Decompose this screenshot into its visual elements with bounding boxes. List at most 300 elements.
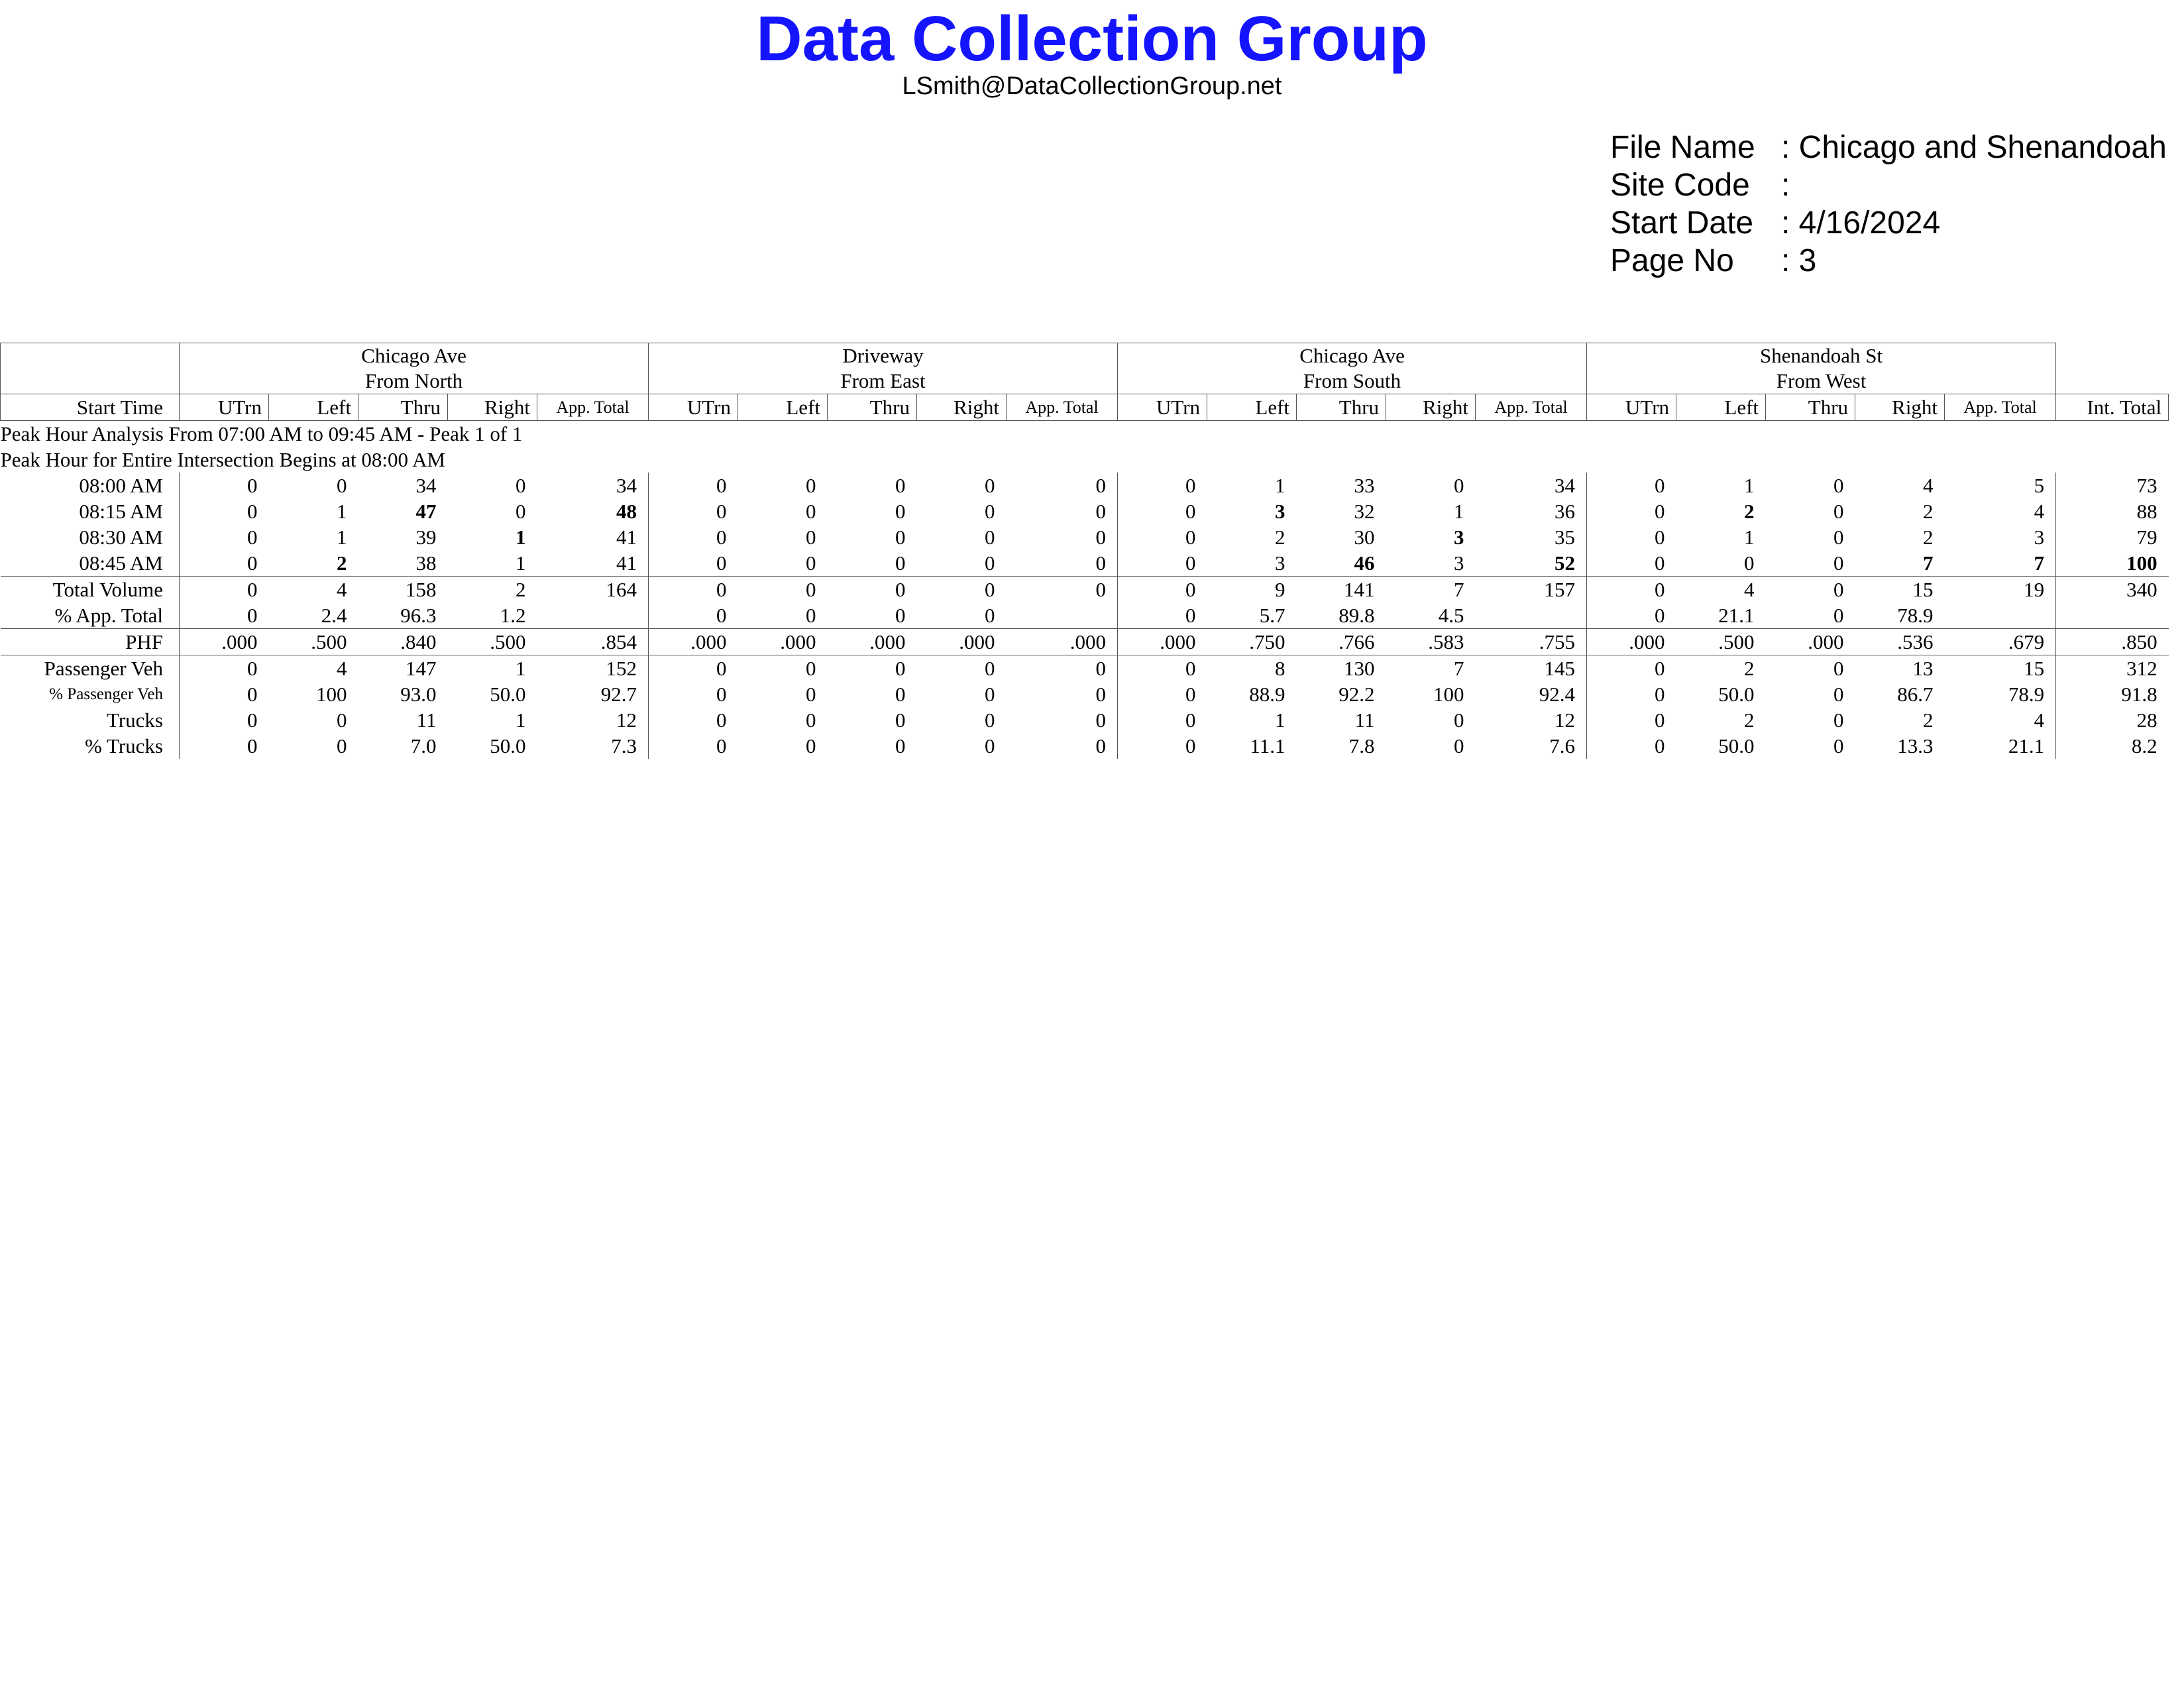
blank-corner-cell: [1, 343, 180, 394]
value-cell: 4: [1945, 498, 2056, 524]
value-cell: 1: [337, 526, 347, 549]
value-cell: 15: [1855, 577, 1945, 603]
value-cell: 2: [1923, 500, 1934, 523]
value-cell: 0: [1766, 577, 1855, 603]
site-code-label: Site Code: [1610, 168, 1750, 203]
value-cell: 0: [1655, 734, 1665, 757]
company-title: Data Collection Group: [756, 3, 1428, 74]
int-total-header: Int. Total: [2056, 394, 2169, 421]
value-cell: 2: [1676, 655, 1766, 682]
value-cell: .854: [537, 629, 649, 655]
value-cell: 93.0: [400, 683, 437, 706]
value-cell: 3: [1454, 526, 1464, 549]
table-row: [1, 524, 2169, 550]
value-cell: .755: [1476, 629, 1587, 655]
approach-street: Chicago Ave: [1299, 344, 1405, 367]
value-cell: 0: [1766, 655, 1855, 682]
value-cell: 0: [1454, 474, 1464, 497]
value-cell: 4: [1945, 707, 2056, 733]
movement-header-cell: UTrn: [1118, 394, 1207, 421]
value-cell: 0: [917, 655, 1007, 682]
value-cell: 0: [716, 551, 727, 575]
table-row: [1, 550, 2169, 577]
value-cell: .000: [1007, 629, 1118, 655]
value-cell: 0: [828, 655, 917, 682]
value-cell: 88.9: [1249, 683, 1285, 706]
value-cell: .750: [1207, 629, 1297, 655]
value-cell: 0: [337, 474, 347, 497]
value-cell: 0: [1655, 500, 1665, 523]
value-cell: 158: [358, 577, 448, 603]
value-cell: 1: [448, 655, 537, 682]
value-cell: 0: [516, 474, 526, 497]
value-cell: 0: [806, 526, 816, 549]
value-cell: 92.2: [1338, 683, 1375, 706]
value-cell: 3: [1454, 551, 1464, 575]
value-cell: 2: [448, 577, 537, 603]
value-cell: 1: [516, 551, 526, 575]
value-cell: 0: [895, 526, 906, 549]
value-cell: 4: [1923, 474, 1934, 497]
value-cell: 3: [1275, 500, 1285, 523]
value-cell: 89.8: [1338, 604, 1375, 627]
value-cell: .000: [738, 629, 828, 655]
value-cell: 15: [1945, 655, 2056, 682]
value-cell: 52: [1476, 550, 1587, 577]
movement-header-cell: UTrn: [180, 394, 269, 421]
int-total-cell: 8.2: [2131, 734, 2157, 757]
value-cell: 0: [247, 604, 258, 627]
value-cell: 0: [1185, 474, 1196, 497]
movement-header-cell: App. Total: [1945, 394, 2056, 421]
movement-header-cell: App. Total: [1007, 394, 1118, 421]
value-cell: 46: [1354, 551, 1375, 575]
value-cell: 13.3: [1897, 734, 1934, 757]
value-cell: 0: [247, 734, 258, 757]
value-cell: 0: [247, 500, 258, 523]
value-cell: 0: [1833, 604, 1844, 627]
value-cell: 1: [516, 526, 526, 549]
table-row: [1, 473, 2169, 498]
page-no-row: [1610, 242, 2167, 280]
page-no-value: : 3: [1781, 243, 1817, 278]
value-cell: 0: [1007, 681, 1118, 707]
value-cell: 0: [1007, 524, 1118, 550]
value-cell: 0: [1007, 577, 1118, 603]
value-cell: 0: [716, 734, 727, 757]
value-cell: 0: [1833, 683, 1844, 706]
row-label: 08:00 AM: [1, 473, 180, 498]
value-cell: 0: [985, 708, 995, 732]
value-cell: [1945, 602, 2056, 629]
row-label: 08:45 AM: [1, 550, 180, 577]
value-cell: 0: [985, 551, 995, 575]
value-cell: 0: [738, 577, 828, 603]
value-cell: .679: [1945, 629, 2056, 655]
value-cell: 35: [1476, 524, 1587, 550]
approach-direction: From East: [840, 369, 926, 392]
table-row: [1, 681, 2169, 707]
int-total-cell: 28: [2136, 708, 2157, 732]
value-cell: 0: [806, 604, 816, 627]
value-cell: 164: [537, 577, 649, 603]
value-cell: 2: [1275, 526, 1285, 549]
value-cell: 34: [537, 473, 649, 498]
file-name-value: : Chicago and Shenandoah: [1781, 130, 2167, 165]
value-cell: 34: [1476, 473, 1587, 498]
value-cell: 0: [806, 474, 816, 497]
value-cell: 0: [337, 708, 347, 732]
value-cell: 0: [1185, 708, 1196, 732]
value-cell: 0: [1655, 683, 1665, 706]
table-row: [1, 629, 2169, 655]
value-cell: 0: [917, 577, 1007, 603]
value-cell: 0: [180, 577, 269, 603]
movement-header-cell: UTrn: [649, 394, 738, 421]
note-row: [1, 447, 2169, 473]
value-cell: 11: [1354, 708, 1375, 732]
value-cell: 12: [1476, 707, 1587, 733]
row-label: % Passenger Veh: [1, 681, 180, 707]
value-cell: 0: [1655, 551, 1665, 575]
value-cell: 4: [269, 655, 358, 682]
approach-direction: From West: [1776, 369, 1867, 392]
value-cell: 0: [1185, 500, 1196, 523]
value-cell: 1: [1744, 474, 1755, 497]
value-cell: 21.1: [1945, 733, 2056, 759]
value-cell: 13: [1855, 655, 1945, 682]
value-cell: 2: [1923, 526, 1934, 549]
value-cell: 78.9: [1897, 604, 1934, 627]
value-cell: .000: [1118, 629, 1207, 655]
value-cell: 0: [895, 551, 906, 575]
value-cell: 152: [537, 655, 649, 682]
value-cell: 0: [806, 734, 816, 757]
approach-south-header: [1118, 343, 1587, 394]
value-cell: .500: [448, 629, 537, 655]
movement-header-cell: Thru: [828, 394, 917, 421]
int-total-cell: 73: [2136, 474, 2157, 497]
value-cell: 0: [806, 683, 816, 706]
value-cell: .536: [1855, 629, 1945, 655]
value-cell: 86.7: [1897, 683, 1934, 706]
approach-street: Chicago Ave: [361, 344, 466, 367]
value-cell: 21.1: [1718, 604, 1755, 627]
value-cell: 0: [247, 526, 258, 549]
value-cell: 0: [1007, 733, 1118, 759]
value-cell: 0: [247, 474, 258, 497]
value-cell: .000: [917, 629, 1007, 655]
value-cell: 0: [180, 655, 269, 682]
value-cell: .000: [1587, 629, 1676, 655]
value-cell: 0: [828, 577, 917, 603]
value-cell: 1.2: [500, 604, 526, 627]
value-cell: .000: [1766, 629, 1855, 655]
value-cell: 0: [806, 551, 816, 575]
row-label: PHF: [1, 629, 180, 655]
value-cell: .583: [1386, 629, 1476, 655]
value-cell: 19: [1945, 577, 2056, 603]
value-cell: .500: [1676, 629, 1766, 655]
value-cell: 0: [1007, 655, 1118, 682]
table-row: [1, 498, 2169, 524]
value-cell: 50.0: [1718, 683, 1755, 706]
movement-header-cell: Left: [1207, 394, 1297, 421]
value-cell: 7.8: [1348, 734, 1375, 757]
value-cell: 0: [895, 474, 906, 497]
int-total-cell: 312: [2056, 655, 2169, 682]
page-no-label: Page No: [1610, 243, 1734, 278]
value-cell: 0: [1118, 577, 1207, 603]
value-cell: 0: [1007, 707, 1118, 733]
file-name-label: File Name: [1610, 130, 1755, 165]
value-cell: 0: [716, 526, 727, 549]
value-cell: [1007, 602, 1118, 629]
value-cell: .500: [269, 629, 358, 655]
value-cell: 78.9: [1945, 681, 2056, 707]
value-cell: 0: [895, 500, 906, 523]
value-cell: 7.6: [1476, 733, 1587, 759]
value-cell: 0: [1185, 683, 1196, 706]
value-cell: 0: [895, 604, 906, 627]
value-cell: 2: [1744, 708, 1755, 732]
value-cell: 92.7: [537, 681, 649, 707]
value-cell: 96.3: [400, 604, 437, 627]
value-cell: 0: [895, 683, 906, 706]
value-cell: 41: [537, 550, 649, 577]
value-cell: 100: [1433, 683, 1464, 706]
file-info-block: [1610, 129, 2167, 280]
value-cell: 0: [1833, 526, 1844, 549]
value-cell: 7: [1945, 550, 2056, 577]
value-cell: 0: [1833, 708, 1844, 732]
value-cell: 0: [1655, 526, 1665, 549]
row-label: % App. Total: [1, 602, 180, 629]
table-row: [1, 577, 2169, 603]
value-cell: 12: [537, 707, 649, 733]
movement-header-cell: App. Total: [1476, 394, 1587, 421]
value-cell: 0: [985, 683, 995, 706]
row-label: 08:30 AM: [1, 524, 180, 550]
approach-west-header: [1587, 343, 2056, 394]
value-cell: 7.3: [537, 733, 649, 759]
movement-header-cell: Thru: [1297, 394, 1386, 421]
value-cell: 36: [1476, 498, 1587, 524]
value-cell: 8: [1207, 655, 1297, 682]
value-cell: 5: [1945, 473, 2056, 498]
value-cell: [537, 602, 649, 629]
value-cell: 0: [806, 500, 816, 523]
value-cell: 0: [716, 708, 727, 732]
int-total-cell: 91.8: [2121, 683, 2157, 706]
value-cell: 0: [895, 734, 906, 757]
int-total-cell: [2056, 602, 2169, 629]
peak-analysis-note: Peak Hour Analysis From 07:00 AM to 09:45 AM - Peak 1 of 1: [0, 422, 523, 445]
start-date-row: [1610, 204, 2167, 242]
start-date-value: : 4/16/2024: [1781, 205, 1941, 241]
value-cell: 0: [716, 474, 727, 497]
value-cell: 2: [1744, 500, 1755, 523]
row-label: Trucks: [1, 707, 180, 733]
value-cell: 0: [1185, 604, 1196, 627]
value-cell: 0: [1833, 474, 1844, 497]
site-code-value: :: [1781, 168, 1790, 203]
value-cell: .766: [1297, 629, 1386, 655]
value-cell: 11.1: [1250, 734, 1285, 757]
movement-header-cell: Right: [448, 394, 537, 421]
value-cell: 0: [1655, 474, 1665, 497]
company-email: LSmith@DataCollectionGroup.net: [902, 72, 1282, 100]
value-cell: 92.4: [1476, 681, 1587, 707]
value-cell: 48: [537, 498, 649, 524]
movement-header-row: [1, 394, 2169, 421]
value-cell: .000: [828, 629, 917, 655]
value-cell: [1476, 602, 1587, 629]
row-label: Total Volume: [1, 577, 180, 603]
value-cell: 4: [269, 577, 358, 603]
movement-header-cell: Left: [1676, 394, 1766, 421]
movement-header-cell: App. Total: [537, 394, 649, 421]
value-cell: 147: [358, 655, 448, 682]
value-cell: 2: [337, 551, 347, 575]
value-cell: 2: [1923, 708, 1934, 732]
value-cell: 1: [337, 500, 347, 523]
value-cell: 0: [516, 500, 526, 523]
value-cell: 0: [337, 734, 347, 757]
value-cell: 7.0: [410, 734, 437, 757]
row-label: Passenger Veh: [1, 655, 180, 682]
value-cell: 4: [1676, 577, 1766, 603]
value-cell: 0: [1118, 655, 1207, 682]
value-cell: 0: [985, 474, 995, 497]
table-row: [1, 733, 2169, 759]
movement-header-cell: Right: [1386, 394, 1476, 421]
movement-header-cell: Left: [269, 394, 358, 421]
value-cell: 7: [1386, 577, 1476, 603]
value-cell: 0: [1007, 473, 1118, 498]
value-cell: .840: [358, 629, 448, 655]
value-cell: 0: [247, 683, 258, 706]
value-cell: 0: [1454, 734, 1464, 757]
value-cell: 34: [415, 474, 437, 497]
value-cell: .000: [180, 629, 269, 655]
value-cell: 0: [895, 708, 906, 732]
movement-header-cell: Right: [1855, 394, 1945, 421]
value-cell: 0: [649, 577, 738, 603]
approach-street: Driveway: [842, 344, 924, 367]
value-cell: 0: [1185, 734, 1196, 757]
value-cell: 0: [1587, 655, 1676, 682]
peak-begin-note: Peak Hour for Entire Intersection Begins at 08:00 AM: [0, 448, 446, 471]
value-cell: 0: [806, 708, 816, 732]
movement-header-cell: Right: [917, 394, 1007, 421]
value-cell: 1: [1744, 526, 1755, 549]
site-code-row: [1610, 166, 2167, 204]
value-cell: 1: [1275, 708, 1285, 732]
value-cell: 0: [1454, 708, 1464, 732]
value-cell: 5.7: [1259, 604, 1285, 627]
value-cell: 2.4: [321, 604, 347, 627]
value-cell: 0: [1655, 604, 1665, 627]
value-cell: 50.0: [490, 683, 526, 706]
row-label: % Trucks: [1, 733, 180, 759]
turning-movement-table: [0, 343, 2169, 759]
value-cell: 0: [1744, 551, 1755, 575]
value-cell: 4.5: [1438, 604, 1464, 627]
int-total-cell: .850: [2056, 629, 2169, 655]
value-cell: 100: [316, 683, 347, 706]
value-cell: 1: [1454, 500, 1464, 523]
value-cell: 39: [415, 526, 437, 549]
value-cell: 47: [415, 500, 437, 523]
value-cell: 1: [516, 708, 526, 732]
value-cell: 0: [1833, 734, 1844, 757]
value-cell: 145: [1476, 655, 1587, 682]
approach-east-header: [649, 343, 1118, 394]
value-cell: 3: [1945, 524, 2056, 550]
value-cell: 0: [1587, 577, 1676, 603]
value-cell: 0: [985, 734, 995, 757]
value-cell: 0: [1833, 551, 1844, 575]
value-cell: 9: [1207, 577, 1297, 603]
value-cell: 141: [1297, 577, 1386, 603]
value-cell: 50.0: [1718, 734, 1755, 757]
int-total-cell: 100: [2126, 551, 2157, 575]
value-cell: 38: [415, 551, 437, 575]
value-cell: 157: [1476, 577, 1587, 603]
value-cell: 0: [985, 604, 995, 627]
start-time-header: Start Time: [1, 394, 180, 421]
movement-header-cell: Left: [738, 394, 828, 421]
value-cell: 0: [716, 604, 727, 627]
value-cell: 0: [1007, 550, 1118, 577]
value-cell: .000: [649, 629, 738, 655]
movement-header-cell: Thru: [1766, 394, 1855, 421]
approach-header-row: [1, 343, 2169, 394]
value-cell: 0: [247, 708, 258, 732]
value-cell: 0: [1655, 708, 1665, 732]
int-total-cell: 79: [2136, 526, 2157, 549]
value-cell: 0: [985, 500, 995, 523]
value-cell: 32: [1354, 500, 1375, 523]
approach-street: Shenandoah St: [1760, 344, 1883, 367]
int-total-cell: 340: [2056, 577, 2169, 603]
row-label: 08:15 AM: [1, 498, 180, 524]
approach-north-header: [180, 343, 649, 394]
start-date-label: Start Date: [1610, 205, 1754, 241]
value-cell: 11: [416, 708, 437, 732]
table-row: [1, 655, 2169, 682]
approach-direction: From North: [364, 369, 463, 392]
file-name-row: [1610, 129, 2167, 166]
value-cell: 0: [1833, 500, 1844, 523]
value-cell: 1: [1275, 474, 1285, 497]
note-row: [1, 421, 2169, 447]
value-cell: 33: [1354, 474, 1375, 497]
table-row: [1, 602, 2169, 629]
value-cell: 130: [1297, 655, 1386, 682]
value-cell: 0: [1185, 551, 1196, 575]
movement-header-cell: UTrn: [1587, 394, 1676, 421]
int-total-cell: 88: [2136, 500, 2157, 523]
value-cell: 0: [247, 551, 258, 575]
value-cell: 7: [1923, 551, 1934, 575]
table-row: [1, 707, 2169, 733]
blank-header-cell: [2056, 343, 2169, 394]
value-cell: 0: [985, 526, 995, 549]
movement-header-cell: Thru: [358, 394, 448, 421]
value-cell: 7: [1386, 655, 1476, 682]
